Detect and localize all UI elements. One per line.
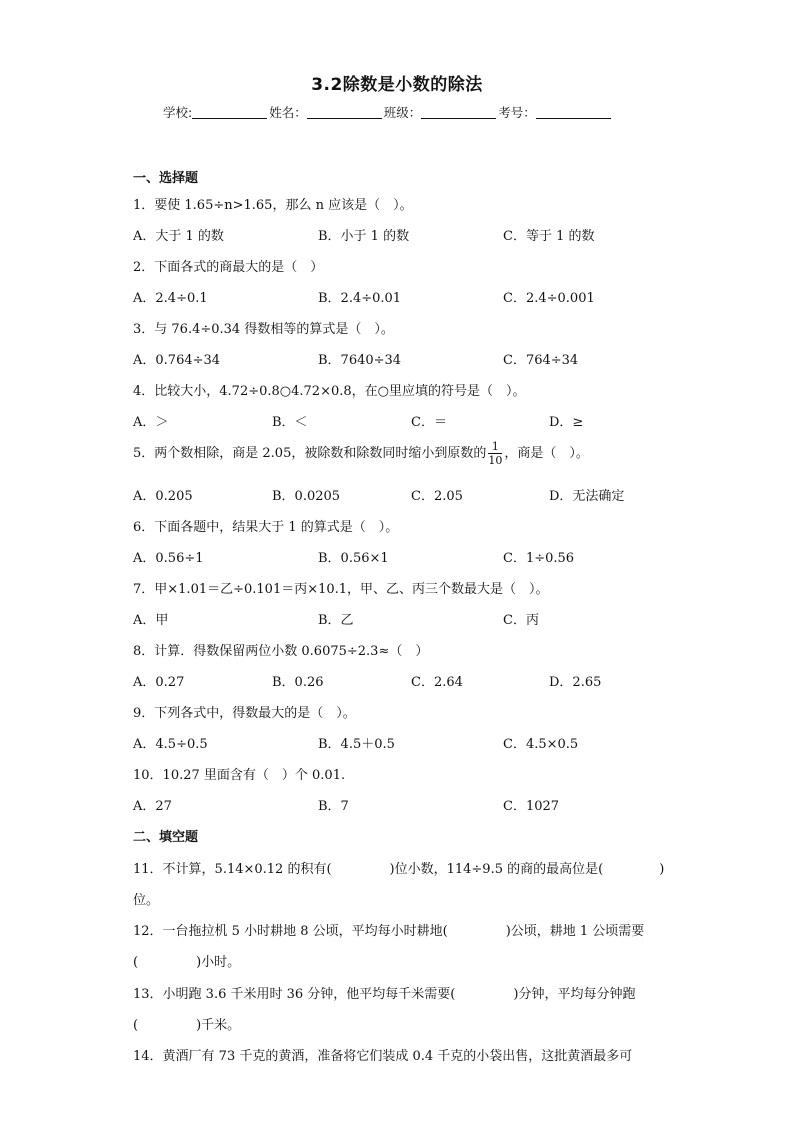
question-13: [133, 983, 635, 1002]
q7-option-c: C．丙: [503, 613, 539, 628]
question-2: 2．下面各式的商最大的是（ ）: [133, 260, 324, 275]
q12-part-4: )小时。: [196, 955, 241, 970]
fraction-denominator: 10: [488, 454, 503, 467]
school-blank[interactable]: [192, 105, 267, 119]
q11-part-1: 11．不计算，5.14×0.12 的积有(: [133, 862, 332, 877]
q3-option-a: A．0.764÷34: [133, 353, 221, 368]
q11-part-2: )位小数，114÷9.5 的商的最高位是(: [389, 862, 604, 877]
q10-option-a: A．27: [133, 799, 172, 814]
question-9: 9．下列各式中，得数最大的是（ ）。: [133, 706, 356, 721]
q1-option-c: C．等于 1 的数: [503, 229, 595, 244]
q5-option-d: D．无法确定: [549, 489, 625, 504]
q5-fraction: [488, 440, 502, 467]
question-6: 6．下面各题中，结果大于 1 的算式是（ ）。: [133, 520, 399, 535]
q13-part-3: (: [133, 1018, 139, 1033]
question-12-cont: [133, 951, 240, 970]
q6-option-a: A．0.56÷1: [133, 551, 204, 566]
q13-part-4: )千米。: [196, 1018, 241, 1033]
q8-option-a: A．0.27: [133, 675, 185, 690]
student-info-line: [163, 103, 613, 121]
q1-option-b: B．小于 1 的数: [318, 229, 410, 244]
q9-option-a: A．4.5÷0.5: [133, 737, 208, 752]
q4-option-d: D．≥: [549, 415, 584, 430]
question-10: 10．10.27 里面含有（ ）个 0.01.: [133, 768, 346, 783]
q3-option-c: C．764÷34: [503, 353, 579, 368]
q8-option-c: C．2.64: [411, 675, 463, 690]
section-heading-fill: 二、填空题: [133, 830, 199, 845]
q6-option-c: C．1÷0.56: [503, 551, 575, 566]
q12-part-2: )公顷，耕地 1 公顷需要: [505, 924, 645, 939]
q4-option-a: A．＞: [133, 415, 169, 430]
q12-part-3: (: [133, 955, 139, 970]
q7-option-b: B．乙: [318, 613, 354, 628]
q1-option-a: A．大于 1 的数: [133, 229, 224, 244]
question-5: [133, 440, 589, 467]
q11-part-3: ): [659, 862, 665, 877]
q10-option-b: B．7: [318, 799, 349, 814]
question-11-cont: 位。: [133, 893, 160, 908]
q5-option-b: B．0.0205: [272, 489, 341, 504]
section-heading-choice: 一、选择题: [133, 171, 199, 186]
q9-option-c: C．4.5×0.5: [503, 737, 579, 752]
q5-option-a: A．0.205: [133, 489, 193, 504]
page-title: 3.2除数是小数的除法: [311, 75, 483, 95]
school-label: 学校:: [163, 105, 193, 120]
q5-text-before: 5．两个数相除，商是 2.05，被除数和除数同时缩小到原数的: [133, 446, 487, 461]
q5-option-c: C．2.05: [411, 489, 463, 504]
q4-option-b: B．＜: [272, 415, 308, 430]
question-12: [133, 920, 644, 939]
question-7: 7．甲×1.01＝乙÷0.101＝丙×10.1，甲、乙、丙三个数最大是（ ）。: [133, 582, 549, 597]
exam-number-blank[interactable]: [536, 105, 611, 119]
question-8: 8．计算．得数保留两位小数 0.6075÷2.3≈（ ）: [133, 644, 429, 659]
q7-option-a: A．甲: [133, 613, 169, 628]
question-1: 1．要使 1.65÷n>1.65，那么 n 应该是（ ）。: [133, 198, 413, 213]
name-label: 姓名：: [269, 105, 307, 120]
q2-option-b: B．2.4÷0.01: [318, 291, 402, 306]
q4-option-c: C．＝: [411, 415, 447, 430]
q2-option-a: A．2.4÷0.1: [133, 291, 208, 306]
q10-option-c: C．1027: [503, 799, 560, 814]
exam-number-label: 考号：: [498, 105, 536, 120]
class-label: 班级：: [383, 105, 422, 120]
class-blank[interactable]: [421, 105, 496, 119]
question-14: 14．黄酒厂有 73 千克的黄酒，准备将它们装成 0.4 千克的小袋出售，这批黄酒最多可: [133, 1049, 633, 1064]
q8-option-b: B．0.26: [272, 675, 324, 690]
q12-part-1: 12．一台拖拉机 5 小时耕地 8 公顷，平均每小时耕地(: [133, 924, 448, 939]
question-13-cont: [133, 1014, 240, 1033]
q8-option-d: D．2.65: [549, 675, 602, 690]
fraction-numerator: 1: [488, 440, 502, 454]
question-3: 3．与 76.4÷0.34 得数相等的算式是（ ）。: [133, 322, 394, 337]
q5-text-after: ，商是（ ）。: [504, 446, 589, 461]
question-4: 4．比较大小，4.72÷0.8○4.72×0.8，在○里应填的符号是（ ）。: [133, 384, 526, 399]
q6-option-b: B．0.56×1: [318, 551, 389, 566]
q2-option-c: C．2.4÷0.001: [503, 291, 595, 306]
name-blank[interactable]: [307, 105, 382, 119]
question-11: [133, 858, 664, 877]
q3-option-b: B．7640÷34: [318, 353, 402, 368]
q9-option-b: B．4.5＋0.5: [318, 737, 395, 752]
q13-part-1: 13．小明跑 3.6 千米用时 36 分钟，他平均每千米需要(: [133, 987, 456, 1002]
q13-part-2: )分钟，平均每分钟跑: [513, 987, 636, 1002]
